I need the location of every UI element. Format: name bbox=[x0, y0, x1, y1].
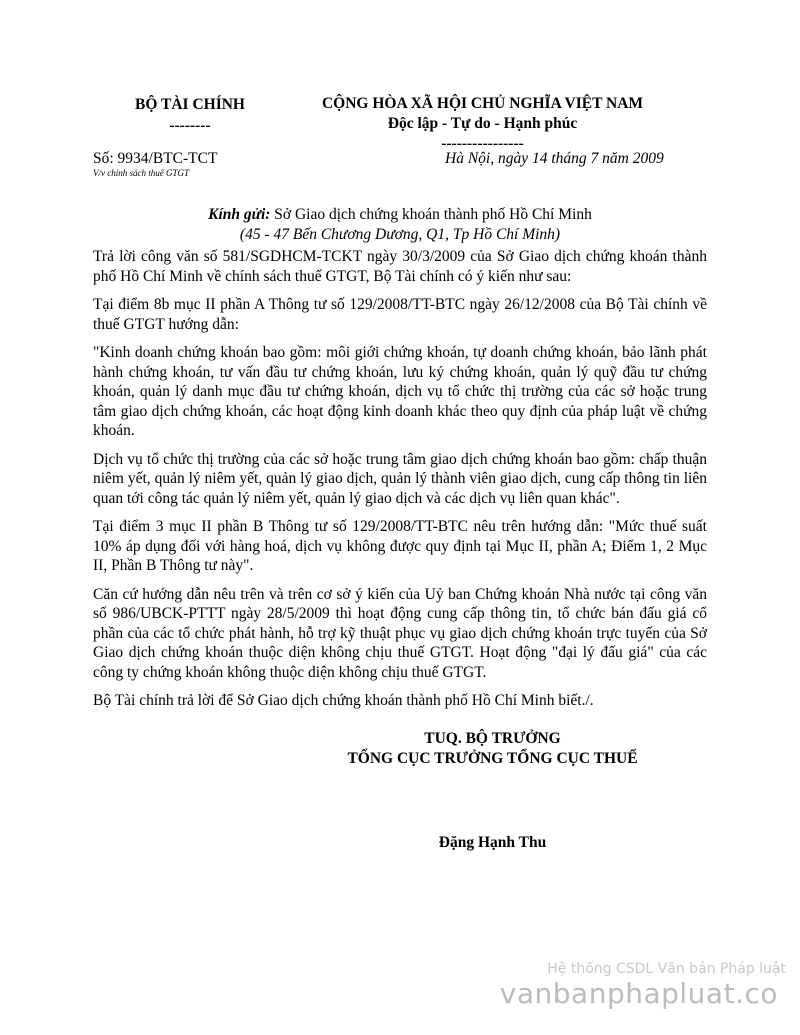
nation-title: CỘNG HÒA XÃ HỘI CHỦ NGHĨA VIỆT NAM bbox=[321, 95, 644, 112]
watermark-site: vanbanphapluat.co bbox=[499, 977, 778, 1010]
body-paragraph: Trả lời công văn số 581/SGDHCM-TCKT ngày 30/3/2009 của Sở Giao dịch chứng khoán thành phố Hồ Chí Minh về chính sách thuế GTGT, Bộ Tài chính có ý kiến như sau: bbox=[93, 248, 707, 285]
document-date: Hà Nội, ngày 14 tháng 7 năm 2009 bbox=[445, 150, 664, 167]
signature-authority: TUQ. BỘ TRƯỞNG bbox=[424, 730, 561, 747]
body-paragraph: "Kinh doanh chứng khoán bao gồm: môi giới chứng khoán, tự doanh chứng khoán, bảo lãnh phát hành chứng khoán, tư vấn đầu tư chứng khoán, lưu ký chứng khoán, quản lý quỹ đầu tư chứng khoán, quản lý danh mục đầu tư chứng khoán, dịch vụ tổ chức thị trường của các sở hoặc trung tâm giao dịch chứng khoán, các hoạt động kinh doanh khác theo quy định của pháp luật về chứng khoán. bbox=[93, 344, 707, 439]
recipient-name: Sở Giao dịch chứng khoán thành phố Hồ Chí Minh bbox=[274, 206, 592, 223]
ministry-header bbox=[95, 94, 285, 136]
ministry-separator: -------- bbox=[169, 117, 211, 134]
recipient-label: Kính gửi: bbox=[208, 206, 271, 223]
signer-name: Đặng Hạnh Thu bbox=[438, 834, 547, 851]
signature-block bbox=[300, 729, 685, 769]
body-paragraph: Tại điểm 3 mục II phần B Thông tư số 129/2008/TT-BTC nêu trên hướng dẫn: "Mức thuế suất 10% áp dụng đối với hàng hoá, dịch vụ không được quy định tại Mục II, phần A; Điểm 1, 2 Mục II, Phần B Thông tư này". bbox=[93, 518, 707, 574]
watermark-caption: Hệ thống CSDL Văn bản Pháp luật bbox=[547, 961, 786, 977]
document-body bbox=[93, 247, 707, 720]
national-header bbox=[290, 94, 675, 154]
body-paragraph: Tại điểm 8b mục II phần A Thông tư số 129/2008/TT-BTC ngày 26/12/2008 của Bộ Tài chính về thuế GTGT hướng dẫn: bbox=[93, 296, 707, 333]
motto: Độc lập - Tự do - Hạnh phúc bbox=[387, 115, 578, 132]
body-paragraph: Bộ Tài chính trả lời để Sở Giao dịch chứng khoán thành phố Hồ Chí Minh biết./. bbox=[93, 692, 594, 709]
ministry-name: BỘ TÀI CHÍNH bbox=[135, 96, 245, 113]
motto-separator: ---------------- bbox=[441, 135, 524, 152]
document-number: Số: 9934/BTC-TCT bbox=[93, 150, 218, 167]
recipient-address: (45 - 47 Bến Chương Dương, Q1, Tp Hồ Chí Minh) bbox=[239, 226, 561, 243]
signature-title: TỔNG CỤC TRƯỞNG TỔNG CỤC THUẾ bbox=[347, 750, 638, 767]
recipient-block bbox=[93, 205, 707, 245]
document-subject: V/v chính sách thuế GTGT bbox=[93, 168, 189, 178]
body-paragraph: Căn cứ hướng dẫn nêu trên và trên cơ sở ý kiến của Uỷ ban Chứng khoán Nhà nước tại công văn số 986/UBCK-PTTT ngày 28/5/2009 thì hoạt động cung cấp thông tin, tổ chức bán đấu giá cổ phần của các tổ chức phát hành, hỗ trợ kỹ thuật phục vụ giao dịch chứng khoán trực tuyến của Sở Giao dịch chứng khoán thuộc diện không chịu thuế GTGT. Hoạt động "đại lý đấu giá" của các công ty chứng khoán không thuộc diện không chịu thuế GTGT. bbox=[93, 585, 707, 681]
body-paragraph: Dịch vụ tổ chức thị trường của các sở hoặc trung tâm giao dịch chứng khoán bao gồm: chấp thuận niêm yết, quản lý niêm yết, quản lý giao dịch, quản lý thành viên giao dịch, cung cấp thông tin liên quan tới công tác quản lý niêm yết, quản lý giao dịch và các dịch vụ liên quan khác". bbox=[93, 450, 707, 507]
